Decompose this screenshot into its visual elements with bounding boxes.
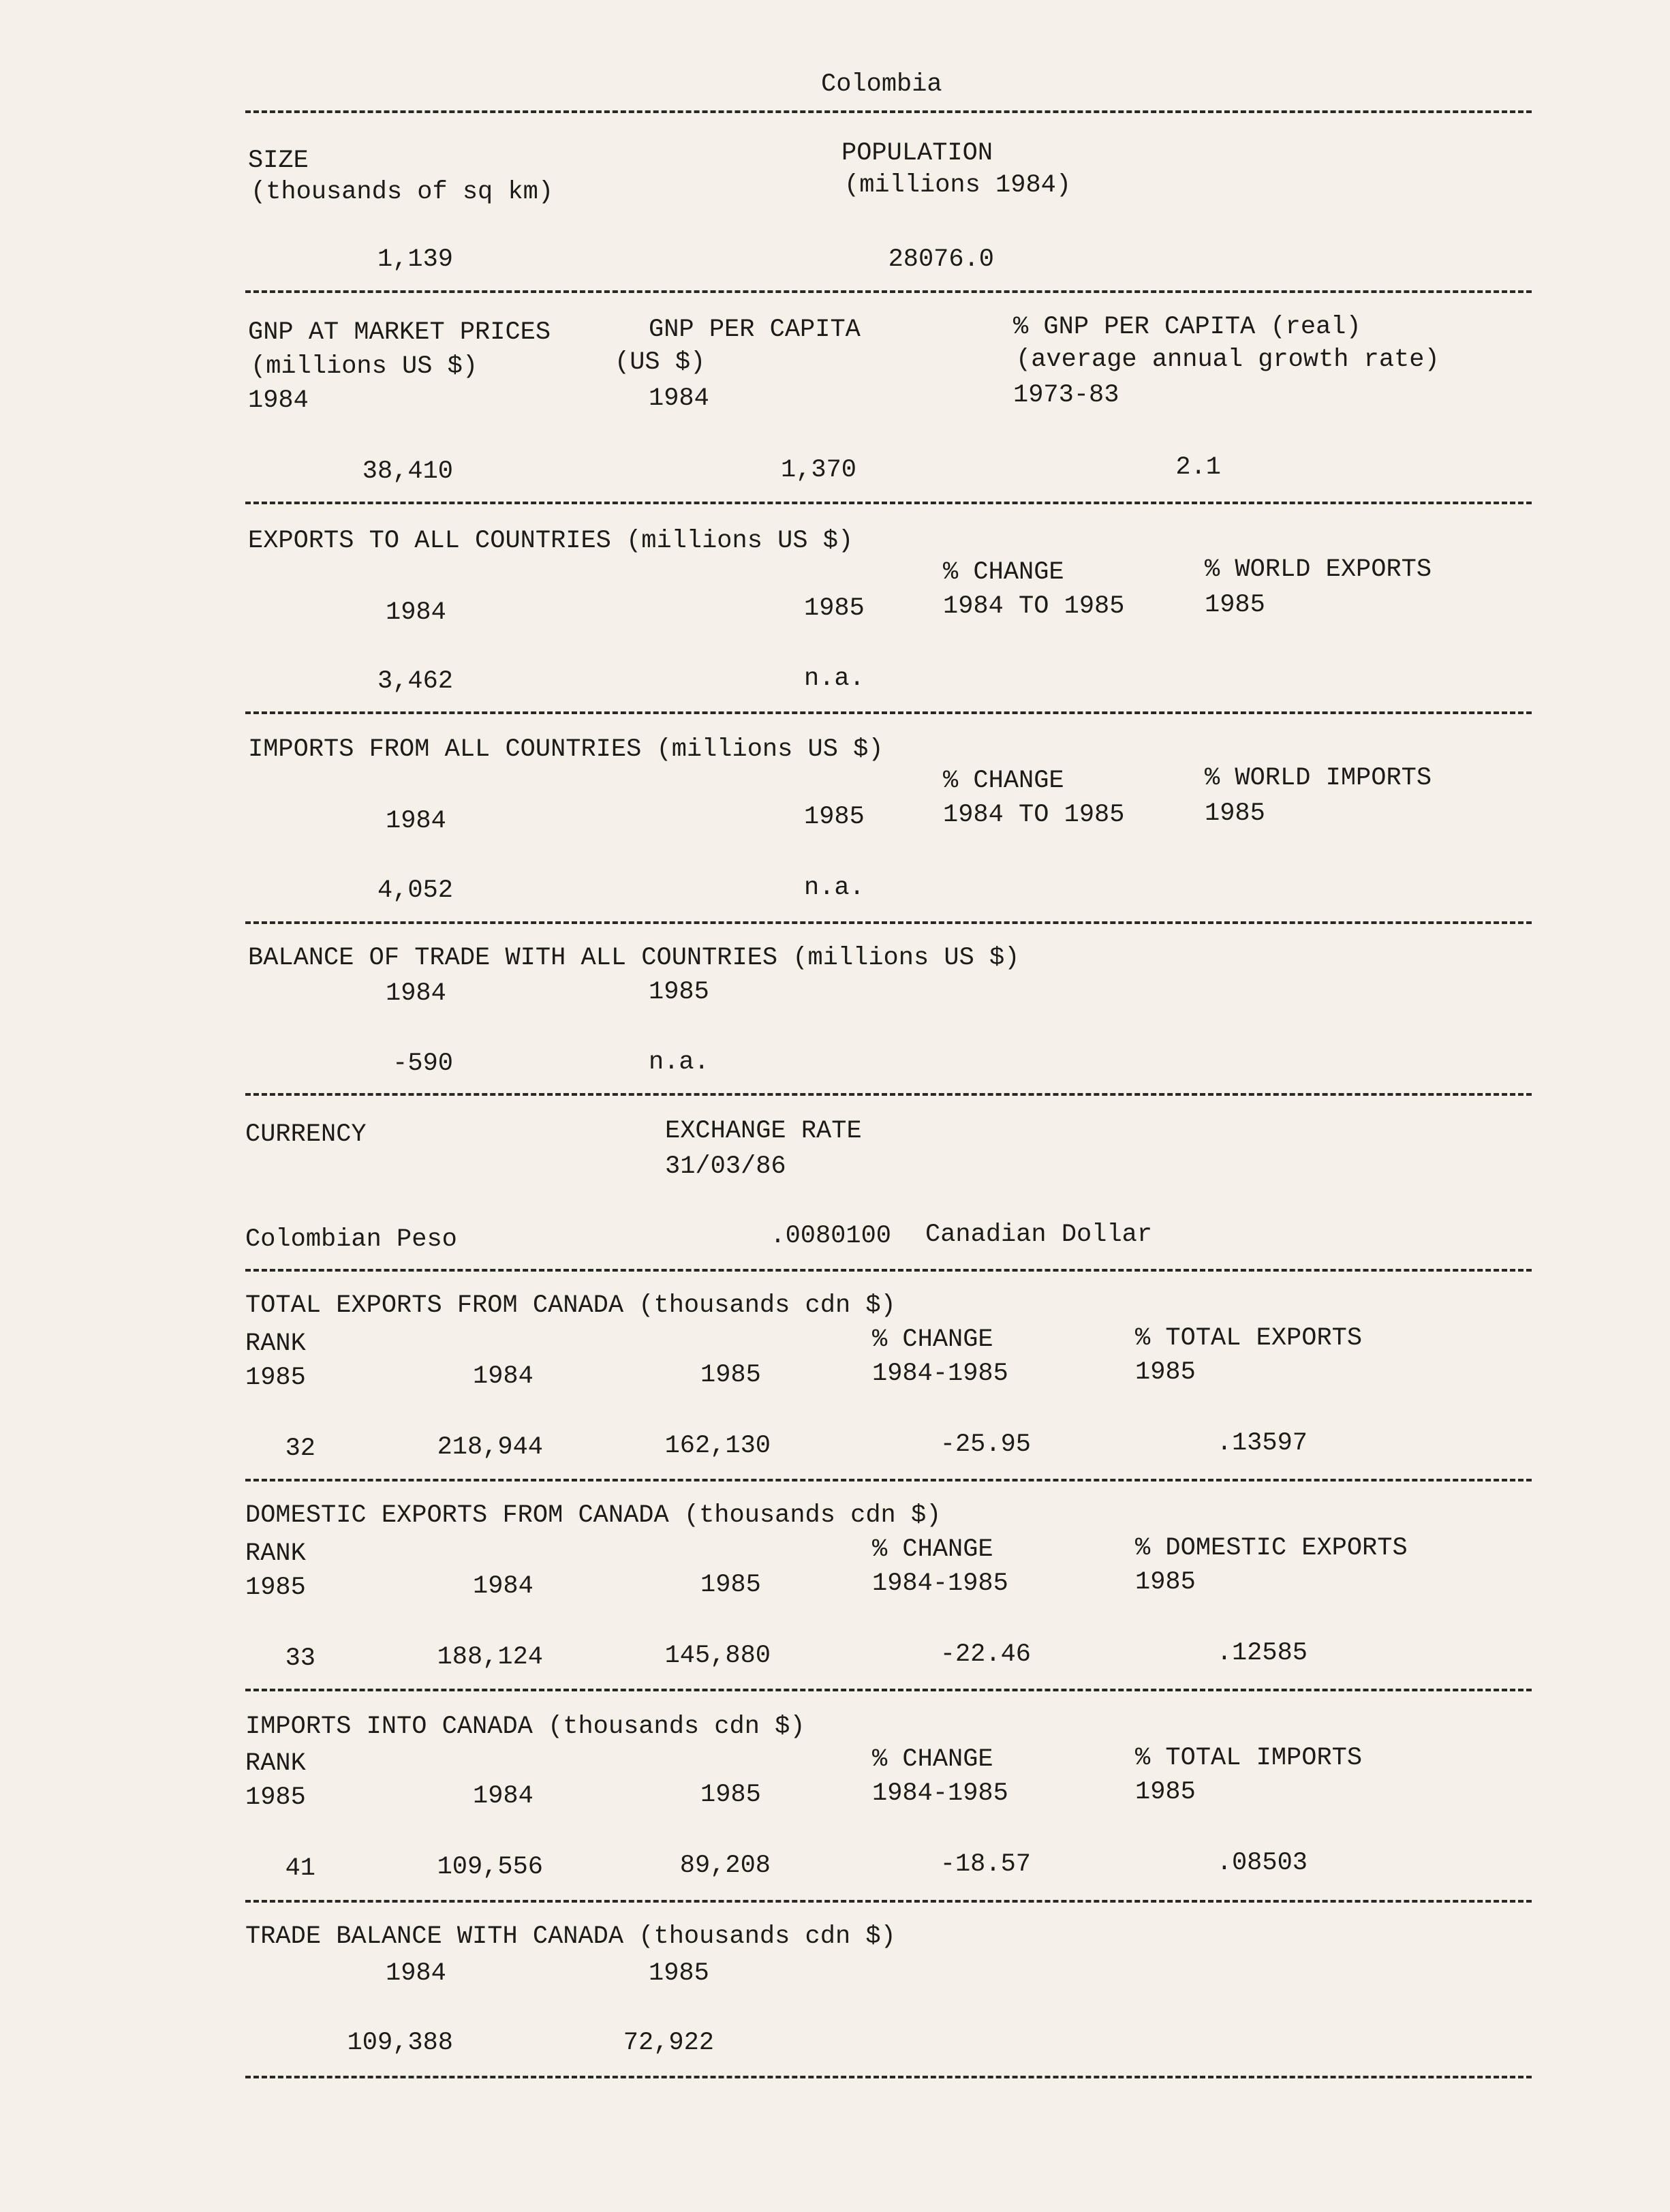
population-subheading: (millions 1984) xyxy=(844,171,1072,200)
imports-canada-value-1984: 109,556 xyxy=(437,1853,543,1881)
divider xyxy=(245,290,1532,293)
exports-all-change-years: 1984 TO 1985 xyxy=(943,592,1125,621)
exports-all-value-1985: n.a. xyxy=(804,664,865,693)
trade-balance-canada-value-1984: 109,388 xyxy=(347,2029,453,2057)
total-exports-value-1984: 218,944 xyxy=(437,1433,543,1462)
imports-canada-share: .08503 xyxy=(1216,1849,1308,1877)
currency-name: Colombian Peso xyxy=(245,1225,457,1254)
imports-canada-change-years: 1984-1985 xyxy=(872,1779,1008,1808)
trade-balance-canada-heading: TRADE BALANCE WITH CANADA (thousands cdn $) xyxy=(245,1922,896,1951)
total-exports-value-1985: 162,130 xyxy=(664,1432,771,1460)
domestic-exports-rank-label: RANK xyxy=(245,1539,306,1568)
trade-balance-canada-value-1985: 72,922 xyxy=(623,2029,714,2057)
total-exports-year-1985: 1985 xyxy=(700,1361,761,1389)
gnp-growth-subheading: (average annual growth rate) xyxy=(1016,345,1440,374)
divider xyxy=(245,1093,1532,1096)
divider xyxy=(245,1479,1532,1481)
total-exports-rank: 32 xyxy=(285,1434,315,1463)
gnp-market-year: 1984 xyxy=(248,386,309,415)
divider xyxy=(245,2076,1532,2078)
total-exports-year-1984: 1984 xyxy=(473,1362,534,1391)
imports-all-share-label: % WORLD IMPORTS xyxy=(1205,764,1432,793)
gnp-percap-subheading: (US $) xyxy=(615,348,706,377)
imports-all-change-years: 1984 TO 1985 xyxy=(943,801,1125,829)
page-title: Colombia xyxy=(821,70,942,99)
balance-all-value-1985: n.a. xyxy=(649,1048,709,1077)
imports-canada-rank-year: 1985 xyxy=(245,1783,306,1812)
divider xyxy=(245,1689,1532,1691)
domestic-exports-value-1985: 145,880 xyxy=(664,1642,771,1670)
gnp-growth-value: 2.1 xyxy=(1175,453,1221,482)
imports-canada-rank: 41 xyxy=(285,1854,315,1883)
population-heading: POPULATION xyxy=(841,139,993,168)
trade-balance-canada-year-1985: 1985 xyxy=(649,1959,709,1988)
gnp-market-subheading: (millions US $) xyxy=(251,352,478,381)
exchange-rate-unit: Canadian Dollar xyxy=(925,1220,1153,1249)
currency-heading: CURRENCY xyxy=(245,1120,367,1149)
total-exports-change-label: % CHANGE xyxy=(872,1325,993,1354)
exports-all-share-label: % WORLD EXPORTS xyxy=(1205,555,1432,584)
imports-canada-share-year: 1985 xyxy=(1135,1778,1196,1807)
total-exports-rank-year: 1985 xyxy=(245,1364,306,1392)
gnp-percap-year: 1984 xyxy=(649,384,709,413)
divider xyxy=(245,921,1532,924)
size-value: 1,139 xyxy=(377,245,453,274)
imports-canada-year-1984: 1984 xyxy=(473,1782,534,1811)
exports-all-share-year: 1985 xyxy=(1205,591,1265,619)
imports-all-heading: IMPORTS FROM ALL COUNTRIES (millions US $) xyxy=(248,735,884,764)
gnp-percap-heading: GNP PER CAPITA xyxy=(649,316,861,344)
imports-all-value-1985: n.a. xyxy=(804,874,865,902)
gnp-percap-value: 1,370 xyxy=(780,456,856,485)
domestic-exports-heading: DOMESTIC EXPORTS FROM CANADA (thousands cdn $) xyxy=(245,1501,942,1530)
balance-all-year-1985: 1985 xyxy=(649,978,709,1007)
exchange-rate-heading: EXCHANGE RATE xyxy=(665,1117,862,1146)
imports-canada-value-1985: 89,208 xyxy=(679,1852,771,1880)
balance-all-value-1984: -590 xyxy=(392,1049,453,1078)
divider xyxy=(245,1900,1532,1903)
exchange-rate-value: .0080100 xyxy=(770,1222,891,1250)
divider xyxy=(245,1269,1532,1272)
exports-all-value-1984: 3,462 xyxy=(377,667,453,696)
total-exports-share-year: 1985 xyxy=(1135,1358,1196,1387)
imports-canada-change: -18.57 xyxy=(940,1850,1031,1879)
exports-all-year-1985: 1985 xyxy=(804,594,865,623)
domestic-exports-year-1985: 1985 xyxy=(700,1571,761,1599)
total-exports-share: .13597 xyxy=(1216,1429,1308,1458)
domestic-exports-value-1984: 188,124 xyxy=(437,1643,543,1672)
imports-canada-year-1985: 1985 xyxy=(700,1781,761,1809)
imports-all-year-1984: 1984 xyxy=(386,807,446,835)
total-exports-heading: TOTAL EXPORTS FROM CANADA (thousands cdn $) xyxy=(245,1291,896,1320)
balance-all-heading: BALANCE OF TRADE WITH ALL COUNTRIES (millions US $) xyxy=(248,944,1020,972)
size-heading: SIZE xyxy=(248,147,309,175)
gnp-market-value: 38,410 xyxy=(362,457,453,486)
domestic-exports-change-label: % CHANGE xyxy=(872,1535,993,1564)
exports-all-change-label: % CHANGE xyxy=(943,558,1064,587)
population-value: 28076.0 xyxy=(888,245,994,274)
total-exports-change: -25.95 xyxy=(940,1430,1031,1459)
imports-all-change-label: % CHANGE xyxy=(943,767,1064,795)
domestic-exports-share-year: 1985 xyxy=(1135,1568,1196,1597)
gnp-market-heading: GNP AT MARKET PRICES xyxy=(248,318,551,347)
total-exports-change-years: 1984-1985 xyxy=(872,1360,1008,1388)
domestic-exports-share-label: % DOMESTIC EXPORTS xyxy=(1135,1534,1408,1563)
imports-canada-heading: IMPORTS INTO CANADA (thousands cdn $) xyxy=(245,1712,805,1741)
total-exports-share-label: % TOTAL EXPORTS xyxy=(1135,1324,1363,1353)
domestic-exports-rank: 33 xyxy=(285,1644,315,1673)
balance-all-year-1984: 1984 xyxy=(386,979,446,1008)
total-exports-rank-label: RANK xyxy=(245,1330,306,1358)
gnp-growth-years: 1973-83 xyxy=(1013,381,1119,410)
imports-canada-rank-label: RANK xyxy=(245,1749,306,1778)
imports-all-value-1984: 4,052 xyxy=(377,876,453,905)
imports-canada-share-label: % TOTAL IMPORTS xyxy=(1135,1744,1363,1772)
divider xyxy=(245,711,1532,714)
domestic-exports-share: .12585 xyxy=(1216,1639,1308,1668)
divider xyxy=(245,110,1532,113)
domestic-exports-change-years: 1984-1985 xyxy=(872,1569,1008,1598)
trade-balance-canada-year-1984: 1984 xyxy=(386,1959,446,1988)
exchange-rate-date: 31/03/86 xyxy=(665,1152,786,1181)
domestic-exports-year-1984: 1984 xyxy=(473,1572,534,1601)
exports-all-heading: EXPORTS TO ALL COUNTRIES (millions US $) xyxy=(248,527,854,555)
domestic-exports-rank-year: 1985 xyxy=(245,1573,306,1602)
imports-all-year-1985: 1985 xyxy=(804,803,865,831)
divider xyxy=(245,502,1532,504)
gnp-growth-heading: % GNP PER CAPITA (real) xyxy=(1013,313,1361,341)
imports-canada-change-label: % CHANGE xyxy=(872,1745,993,1774)
exports-all-year-1984: 1984 xyxy=(386,598,446,627)
imports-all-share-year: 1985 xyxy=(1205,799,1265,828)
size-subheading: (thousands of sq km) xyxy=(251,178,554,206)
domestic-exports-change: -22.46 xyxy=(940,1640,1031,1669)
